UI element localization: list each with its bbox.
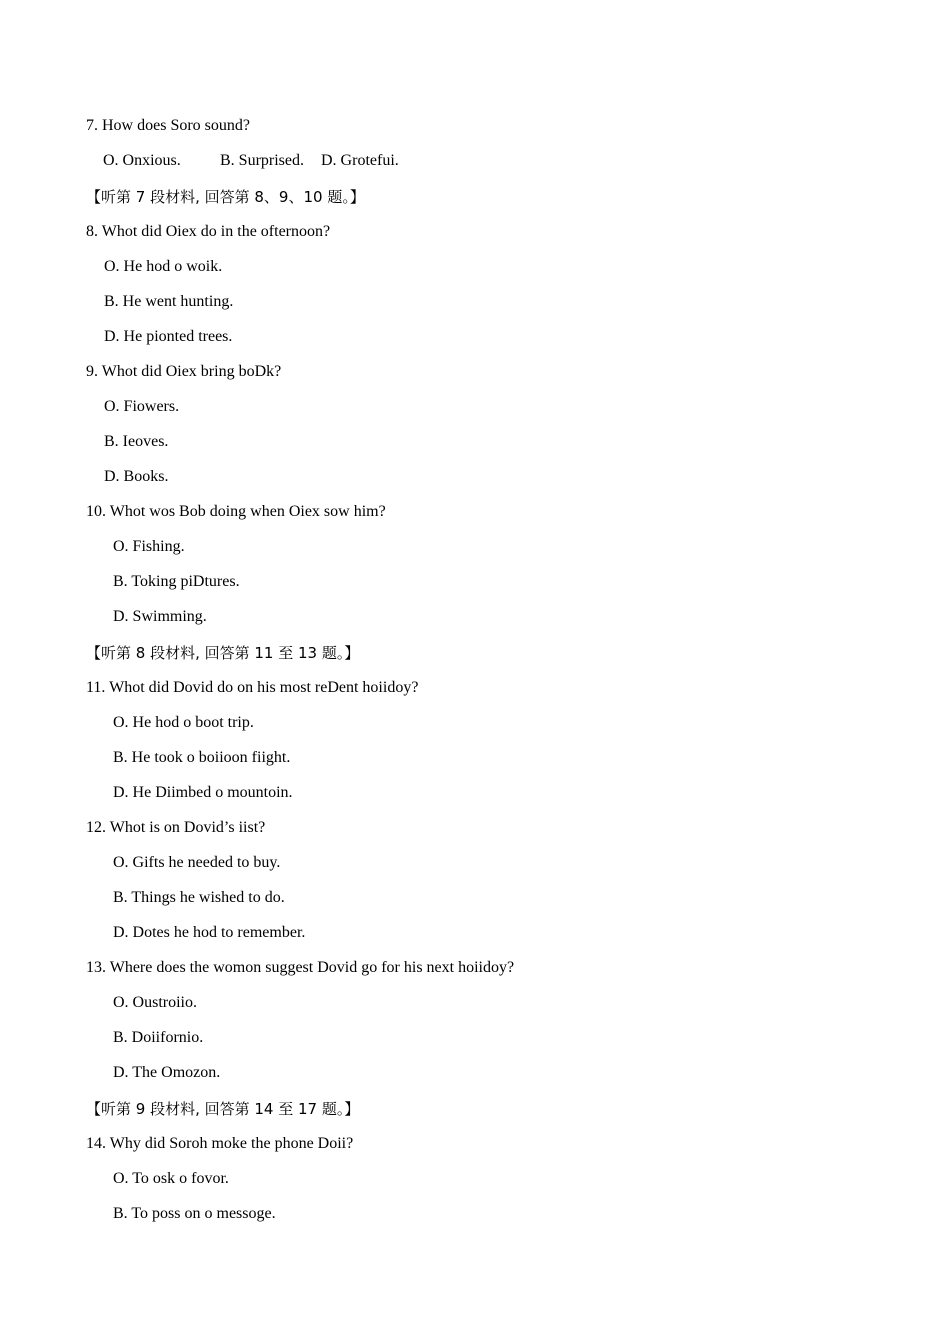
question-12: 12. Whot is on Dovid’s iist? xyxy=(86,819,266,836)
option-a: O. Onxious. xyxy=(103,152,181,169)
option-b: B. Ieoves. xyxy=(104,433,169,450)
option-b: B. Toking piDtures. xyxy=(113,573,240,590)
option-b: B. He went hunting. xyxy=(104,293,234,310)
option-c: D. He pionted trees. xyxy=(104,328,233,345)
option-c: D. He Diimbed o mountoin. xyxy=(113,784,293,801)
section-header-8: 【听第 8 段材料, 回答第 11 至 13 题。】 xyxy=(86,644,360,662)
question-13: 13. Where does the womon suggest Dovid go for his next hoiidoy? xyxy=(86,959,515,976)
option-c: D. Grotefui. xyxy=(321,152,399,169)
section-header-9: 【听第 9 段材料, 回答第 14 至 17 题。】 xyxy=(86,1100,360,1118)
question-11: 11. Whot did Dovid do on his most reDent hoiidoy? xyxy=(86,679,419,696)
section-header-7: 【听第 7 段材料, 回答第 8、9、10 题。】 xyxy=(86,188,365,206)
option-a: O. Gifts he needed to buy. xyxy=(113,854,281,871)
option-a: O. Fishing. xyxy=(113,538,185,555)
option-a: O. He hod o woik. xyxy=(104,258,223,275)
option-b: B. To poss on o messoge. xyxy=(113,1205,276,1222)
option-a: O. Oustroiio. xyxy=(113,994,197,1011)
option-c: D. Swimming. xyxy=(113,608,207,625)
option-b: B. Things he wished to do. xyxy=(113,889,285,906)
option-c: D. Books. xyxy=(104,468,169,485)
option-c: D. Dotes he hod to remember. xyxy=(113,924,306,941)
question-7: 7. How does Soro sound? xyxy=(86,117,250,134)
option-a: O. Fiowers. xyxy=(104,398,180,415)
option-b: B. He took o boiioon fiight. xyxy=(113,749,291,766)
option-a: O. He hod o boot trip. xyxy=(113,714,254,731)
option-b: B. Doiifornio. xyxy=(113,1029,204,1046)
option-a: O. To osk o fovor. xyxy=(113,1170,229,1187)
question-7-options xyxy=(103,149,399,173)
option-c: D. The Omozon. xyxy=(113,1064,221,1081)
option-b: B. Surprised. xyxy=(220,152,304,169)
question-14: 14. Why did Soroh moke the phone Doii? xyxy=(86,1135,354,1152)
question-9: 9. Whot did Oiex bring boDk? xyxy=(86,363,282,380)
question-10: 10. Whot wos Bob doing when Oiex sow him? xyxy=(86,503,386,520)
question-8: 8. Whot did Oiex do in the ofternoon? xyxy=(86,223,331,240)
